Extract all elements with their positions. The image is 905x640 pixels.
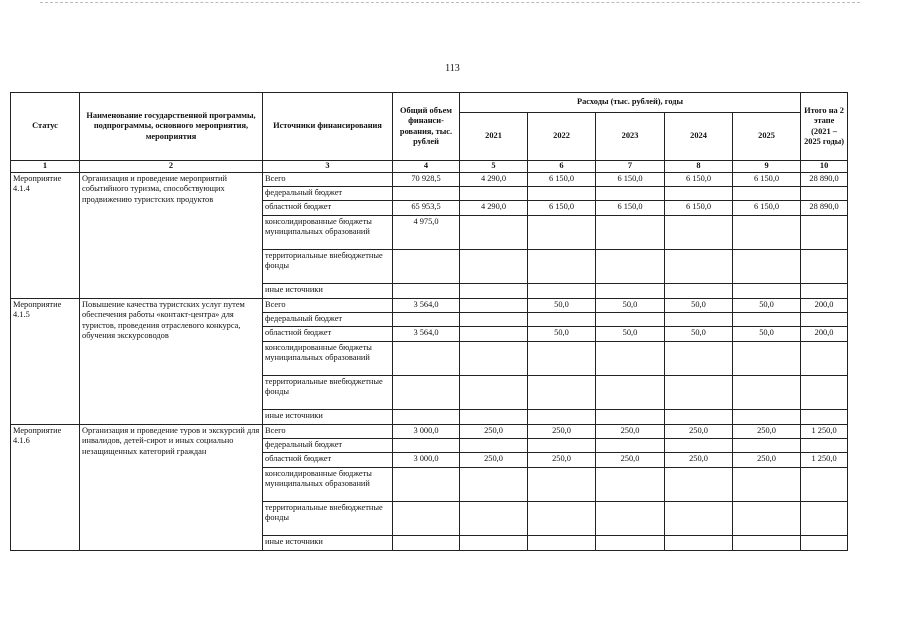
year-expense-value: 250,0 [733,424,801,438]
total-volume-value: 3 000,0 [393,452,460,467]
funding-source: федеральный бюджет [263,438,393,452]
stage-total-value [801,215,848,249]
year-expense-value [733,312,801,326]
total-volume-value [393,312,460,326]
year-expense-value [733,341,801,375]
year-expense-value [528,312,596,326]
total-volume-value [393,501,460,535]
table-row [11,298,848,312]
year-expense-value [733,186,801,200]
year-expense-value: 250,0 [596,452,665,467]
year-expense-value [460,215,528,249]
year-expense-value: 250,0 [460,452,528,467]
year-expense-value [528,409,596,424]
year-expense-value [665,438,733,452]
stage-total-value [801,535,848,550]
year-expense-value: 50,0 [528,298,596,312]
year-expense-value [528,375,596,409]
year-expense-value: 50,0 [665,298,733,312]
year-expense-value [596,501,665,535]
year-expense-value [733,249,801,283]
funding-source: областной бюджет [263,200,393,215]
year-expense-value [528,341,596,375]
year-expense-value [665,341,733,375]
year-expense-value [665,375,733,409]
financing-table [10,92,848,551]
column-number: 2 [80,161,263,173]
funding-source: консолидированные бюджеты муниципальных образований [263,215,393,249]
measure-status: Мероприятие 4.1.6 [11,424,80,550]
year-expense-value [596,215,665,249]
column-number: 3 [263,161,393,173]
header-year: 2021 [460,113,528,161]
year-expense-value [665,312,733,326]
year-expense-value: 50,0 [596,326,665,341]
year-expense-value: 250,0 [528,452,596,467]
stage-total-value [801,409,848,424]
year-expense-value [665,283,733,298]
year-expense-value [733,535,801,550]
funding-source: Всего [263,424,393,438]
year-expense-value [665,215,733,249]
year-expense-value [460,298,528,312]
year-expense-value [460,535,528,550]
year-expense-value [596,467,665,501]
year-expense-value: 250,0 [665,452,733,467]
year-expense-value [596,535,665,550]
column-number: 5 [460,161,528,173]
total-volume-value [393,375,460,409]
year-expense-value [528,535,596,550]
header-year: 2023 [596,113,665,161]
total-volume-value: 3 564,0 [393,326,460,341]
year-expense-value [460,283,528,298]
year-expense-value [596,186,665,200]
year-expense-value [528,215,596,249]
funding-source: иные источники [263,409,393,424]
year-expense-value [460,501,528,535]
stage-total-value [801,186,848,200]
column-number: 10 [801,161,848,173]
funding-source: федеральный бюджет [263,312,393,326]
year-expense-value [596,438,665,452]
table-body [11,172,848,550]
top-edge-rule [40,2,860,3]
total-volume-value [393,409,460,424]
funding-source: территориальные внебюджетные фонды [263,501,393,535]
total-volume-value: 65 953,5 [393,200,460,215]
column-number: 8 [665,161,733,173]
year-expense-value: 250,0 [733,452,801,467]
header-sources: Источники финансирования [263,93,393,161]
year-expense-value: 4 290,0 [460,200,528,215]
total-volume-value [393,186,460,200]
year-expense-value: 50,0 [665,326,733,341]
year-expense-value [596,283,665,298]
year-expense-value [665,501,733,535]
year-expense-value: 250,0 [460,424,528,438]
total-volume-value: 70 928,5 [393,172,460,186]
stage-total-value [801,341,848,375]
stage-total-value: 28 890,0 [801,172,848,186]
total-volume-value [393,341,460,375]
funding-source: иные источники [263,535,393,550]
column-number: 1 [11,161,80,173]
year-expense-value [460,312,528,326]
year-expense-value: 4 290,0 [460,172,528,186]
year-expense-value [665,409,733,424]
total-volume-value [393,535,460,550]
year-expense-value: 6 150,0 [528,200,596,215]
stage-total-value [801,467,848,501]
table-row [11,172,848,186]
column-number: 7 [596,161,665,173]
column-number: 6 [528,161,596,173]
stage-total-value: 200,0 [801,326,848,341]
year-expense-value [528,186,596,200]
year-expense-value [460,438,528,452]
year-expense-value [528,438,596,452]
total-volume-value [393,438,460,452]
stage-total-value [801,249,848,283]
year-expense-value [733,501,801,535]
year-expense-value [596,375,665,409]
total-volume-value [393,249,460,283]
total-volume-value: 3 564,0 [393,298,460,312]
header-status: Статус [11,93,80,161]
measure-name: Повышение качества туристских услуг путем обеспечения работы «контакт-центра» для туристов, проведения отраслевого конкурса, обучения экскурсоводов [80,298,263,424]
table-row [11,424,848,438]
funding-source: консолидированные бюджеты муниципальных образований [263,341,393,375]
year-expense-value [460,467,528,501]
header-expenses: Расходы (тыс. рублей), годы [460,93,801,113]
year-expense-value: 6 150,0 [733,200,801,215]
stage-total-value: 28 890,0 [801,200,848,215]
header-total-volume: Общий объем финанси-рования, тыс. рублей [393,93,460,161]
measure-name: Организация и проведение туров и экскурсий для инвалидов, детей-сирот и иных социально незащищенных категорий граждан [80,424,263,550]
stage-total-value [801,438,848,452]
year-expense-value [460,326,528,341]
year-expense-value: 50,0 [733,326,801,341]
stage-total-value: 1 250,0 [801,424,848,438]
funding-source: консолидированные бюджеты муниципальных образований [263,467,393,501]
year-expense-value [665,535,733,550]
column-numbers-row [11,161,848,173]
header-row-1 [11,93,848,113]
stage-total-value: 1 250,0 [801,452,848,467]
stage-total-value [801,375,848,409]
year-expense-value [733,409,801,424]
year-expense-value [665,249,733,283]
year-expense-value: 250,0 [596,424,665,438]
stage-total-value [801,312,848,326]
year-expense-value [665,186,733,200]
year-expense-value [460,186,528,200]
stage-total-value [801,283,848,298]
year-expense-value: 6 150,0 [528,172,596,186]
year-expense-value: 250,0 [528,424,596,438]
year-expense-value [528,501,596,535]
funding-source: территориальные внебюджетные фонды [263,249,393,283]
column-number: 9 [733,161,801,173]
year-expense-value [460,409,528,424]
total-volume-value: 4 975,0 [393,215,460,249]
year-expense-value: 50,0 [733,298,801,312]
measure-status: Мероприятие 4.1.5 [11,298,80,424]
year-expense-value: 6 150,0 [665,172,733,186]
header-name: Наименование государственной программы, подпрограммы, основного мероприятия, мероприятия [80,93,263,161]
funding-source: федеральный бюджет [263,186,393,200]
funding-source: Всего [263,298,393,312]
year-expense-value [528,249,596,283]
year-expense-value [596,409,665,424]
year-expense-value [460,375,528,409]
funding-source: территориальные внебюджетные фонды [263,375,393,409]
year-expense-value [596,249,665,283]
total-volume-value [393,467,460,501]
measure-status: Мероприятие 4.1.4 [11,172,80,298]
funding-source: областной бюджет [263,452,393,467]
column-number: 4 [393,161,460,173]
year-expense-value: 6 150,0 [665,200,733,215]
total-volume-value: 3 000,0 [393,424,460,438]
stage-total-value [801,501,848,535]
year-expense-value: 250,0 [665,424,733,438]
funding-source: иные источники [263,283,393,298]
year-expense-value [733,215,801,249]
year-expense-value: 6 150,0 [596,200,665,215]
funding-source: Всего [263,172,393,186]
year-expense-value [733,283,801,298]
year-expense-value [528,467,596,501]
total-volume-value [393,283,460,298]
year-expense-value [460,249,528,283]
year-expense-value [460,341,528,375]
year-expense-value [528,283,596,298]
measure-name: Организация и проведение мероприятий событийного туризма, способствующих продвижению туристских продуктов [80,172,263,298]
header-total-stage: Итого на 2 этапе (2021 – 2025 годы) [801,93,848,161]
year-expense-value [596,312,665,326]
year-expense-value [596,341,665,375]
header-year: 2022 [528,113,596,161]
year-expense-value: 50,0 [596,298,665,312]
year-expense-value [733,467,801,501]
year-expense-value [733,375,801,409]
year-expense-value: 6 150,0 [596,172,665,186]
year-expense-value: 6 150,0 [733,172,801,186]
stage-total-value: 200,0 [801,298,848,312]
year-expense-value [665,467,733,501]
page-number: 113 [445,63,460,74]
header-year: 2024 [665,113,733,161]
year-expense-value [733,438,801,452]
year-expense-value: 50,0 [528,326,596,341]
funding-source: областной бюджет [263,326,393,341]
header-year: 2025 [733,113,801,161]
